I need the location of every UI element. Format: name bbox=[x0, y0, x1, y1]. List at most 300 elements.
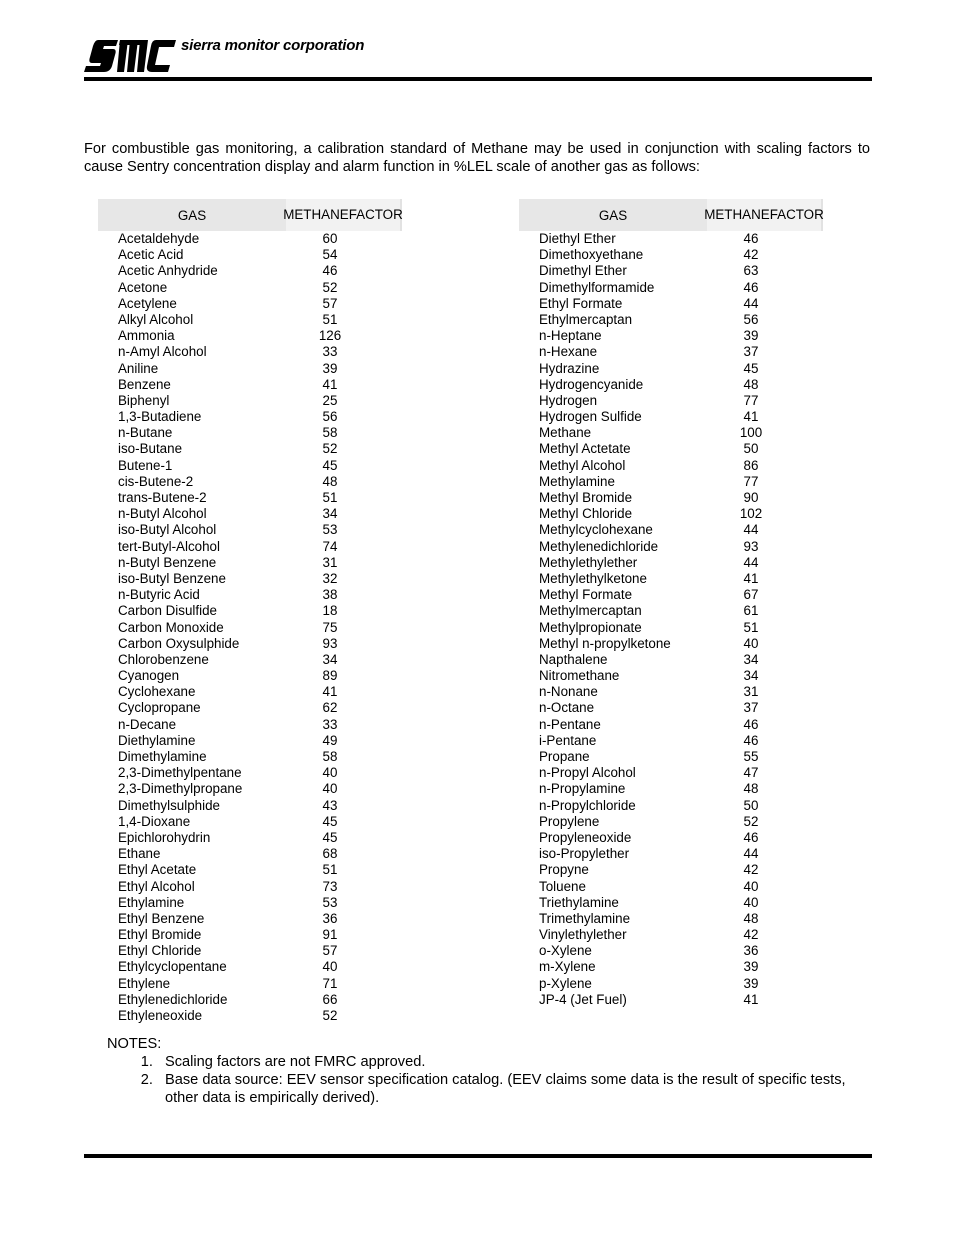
gas-name: 2,3-Dimethylpentane bbox=[118, 765, 242, 781]
table-row bbox=[98, 247, 402, 263]
methane-factor: 52 bbox=[322, 1008, 338, 1023]
gas-name: Ethylcyclopentane bbox=[118, 959, 227, 975]
methane-factor: 46 bbox=[743, 829, 759, 845]
methane-factor: 40 bbox=[743, 635, 759, 651]
gas-name: Methyl Alcohol bbox=[539, 457, 626, 473]
table-row bbox=[98, 280, 402, 296]
gas-name: Napthalene bbox=[539, 651, 608, 667]
gas-name: n-Butyl Alcohol bbox=[118, 506, 207, 522]
table-row bbox=[519, 296, 823, 312]
table-row bbox=[519, 231, 823, 247]
table-row bbox=[519, 441, 823, 457]
gas-name: Methylpropionate bbox=[539, 619, 642, 635]
gas-name: Epichlorohydrin bbox=[118, 829, 211, 845]
methane-factor: 48 bbox=[322, 473, 338, 489]
methane-factor: 40 bbox=[743, 894, 759, 910]
methane-factor: 33 bbox=[322, 716, 338, 732]
table-row bbox=[98, 603, 402, 619]
gas-name: Acetylene bbox=[118, 295, 177, 311]
gas-name: Trimethylamine bbox=[539, 910, 631, 926]
gas-name: Dimethylamine bbox=[118, 749, 207, 764]
table-row bbox=[98, 700, 402, 716]
table-row bbox=[98, 879, 402, 895]
page-header bbox=[84, 36, 872, 82]
table-row bbox=[98, 717, 402, 733]
table-row bbox=[98, 798, 402, 814]
methane-factor: 47 bbox=[743, 765, 759, 781]
methane-factor: 36 bbox=[743, 943, 759, 959]
gas-name: Nitromethane bbox=[539, 668, 620, 684]
table-row bbox=[98, 555, 402, 571]
gas-name: Ethylamine bbox=[118, 894, 185, 910]
gas-name: Hydrogen bbox=[539, 392, 598, 408]
gas-name: Acetone bbox=[118, 279, 168, 295]
gas-name: Ammonia bbox=[118, 328, 175, 344]
gas-name: Ethylmercaptan bbox=[539, 311, 633, 327]
smc-logo bbox=[84, 36, 176, 76]
table-row bbox=[519, 377, 823, 393]
notes-section bbox=[107, 1035, 867, 1107]
methane-factor: 34 bbox=[322, 506, 338, 522]
methane-factor: 50 bbox=[743, 441, 759, 457]
table-row bbox=[98, 895, 402, 911]
gas-name: Ethyleneoxide bbox=[118, 1008, 203, 1023]
table-body bbox=[519, 231, 823, 1008]
gas-name: Cyclopropane bbox=[118, 700, 201, 716]
methane-factor: 74 bbox=[322, 538, 338, 554]
methane-factor: 41 bbox=[743, 570, 759, 586]
methane-factor: 66 bbox=[322, 991, 338, 1007]
gas-name: Dimethylformamide bbox=[539, 279, 655, 295]
methane-factor: 50 bbox=[743, 797, 759, 813]
table-row bbox=[98, 992, 402, 1008]
gas-name: Carbon Oxysulphide bbox=[118, 635, 240, 651]
note-item: 2. Base data source: EEV sensor specification catalog. (EEV claims some data is the result of specific tests, other data is empirically derived). bbox=[157, 1071, 867, 1107]
gas-name: n-Butyric Acid bbox=[118, 587, 200, 603]
gas-name: Ethylene bbox=[118, 975, 171, 991]
table-row bbox=[519, 522, 823, 538]
gas-name: trans-Butene-2 bbox=[118, 490, 207, 505]
methane-factor: 42 bbox=[743, 927, 759, 943]
gas-name: i-Pentane bbox=[539, 732, 597, 748]
gas-name: Methylamine bbox=[539, 473, 615, 489]
table-row bbox=[98, 506, 402, 522]
table-row bbox=[98, 522, 402, 538]
methane-factor: 39 bbox=[743, 959, 759, 975]
gas-name: 1,3-Butadiene bbox=[118, 409, 202, 425]
methane-factor: 52 bbox=[743, 813, 759, 829]
methane-factor: 126 bbox=[318, 328, 342, 344]
gas-name: n-Hexane bbox=[539, 344, 598, 360]
methane-factor: 31 bbox=[322, 554, 338, 570]
table-row bbox=[519, 620, 823, 636]
table-row bbox=[519, 328, 823, 344]
gas-name: Butene-1 bbox=[118, 457, 173, 473]
gas-name: Propyne bbox=[539, 862, 589, 878]
gas-name: Hydrogen Sulfide bbox=[539, 409, 642, 425]
methane-factor: 75 bbox=[322, 619, 338, 635]
table-row bbox=[519, 943, 823, 959]
gas-name: Ethyl Benzene bbox=[118, 910, 205, 926]
table-row bbox=[98, 684, 402, 700]
methane-factor: 91 bbox=[322, 927, 338, 943]
methane-factor: 77 bbox=[743, 392, 759, 408]
gas-name: Methylmercaptan bbox=[539, 603, 642, 619]
intro-paragraph: For combustible gas monitoring, a calibration standard of Methane may be used in conjunction with scaling factors to cause Sentry concentration display and alarm function in %LEL scale of another gas as follows: bbox=[84, 141, 870, 175]
table-row bbox=[519, 263, 823, 279]
table-row bbox=[519, 247, 823, 263]
table-row bbox=[519, 976, 823, 992]
table-row bbox=[519, 959, 823, 975]
methane-factor: 42 bbox=[743, 247, 759, 263]
methane-factor: 100 bbox=[739, 425, 763, 441]
table-row bbox=[98, 636, 402, 652]
table-row bbox=[98, 1008, 402, 1024]
gas-name: Propane bbox=[539, 749, 590, 764]
table-row bbox=[98, 911, 402, 927]
gas-name: Chlorobenzene bbox=[118, 651, 209, 667]
methane-factor: 33 bbox=[322, 344, 338, 360]
methane-factor: 71 bbox=[322, 975, 338, 991]
table-row bbox=[98, 976, 402, 992]
gas-name: Ethyl Alcohol bbox=[118, 878, 195, 894]
methane-factor: 18 bbox=[322, 603, 338, 619]
table-row bbox=[519, 555, 823, 571]
table-row bbox=[519, 280, 823, 296]
table-row bbox=[519, 587, 823, 603]
company-name: sierra monitor corporation bbox=[181, 37, 365, 54]
gas-name: Hydrazine bbox=[539, 360, 600, 376]
column-header-gas: GAS bbox=[519, 199, 707, 231]
methane-factor: 60 bbox=[322, 231, 338, 246]
table-row bbox=[98, 539, 402, 555]
gas-name: Cyclohexane bbox=[118, 684, 196, 700]
table-row bbox=[519, 814, 823, 830]
table-row bbox=[98, 862, 402, 878]
table-row bbox=[519, 862, 823, 878]
table-row bbox=[519, 830, 823, 846]
methane-factor: 89 bbox=[322, 668, 338, 684]
methane-factor: 32 bbox=[322, 570, 338, 586]
gas-name: Dimethylsulphide bbox=[118, 797, 220, 813]
table-row bbox=[98, 587, 402, 603]
header-rule bbox=[84, 77, 872, 81]
column-header-factor bbox=[283, 199, 403, 231]
gas-name: Propyleneoxide bbox=[539, 829, 632, 845]
methane-factor: 42 bbox=[743, 862, 759, 878]
gas-name: Ethylenedichloride bbox=[118, 991, 228, 1007]
table-row bbox=[98, 377, 402, 393]
methane-factor: 58 bbox=[322, 425, 338, 441]
gas-name: Diethylamine bbox=[118, 732, 196, 748]
methane-factor: 44 bbox=[743, 846, 759, 862]
methane-factor: 34 bbox=[743, 668, 759, 684]
gas-name: m-Xylene bbox=[539, 959, 596, 975]
methane-factor: 41 bbox=[322, 376, 338, 392]
table-row bbox=[519, 458, 823, 474]
methane-factor: 31 bbox=[743, 684, 759, 700]
gas-name: cis-Butene-2 bbox=[118, 473, 194, 489]
table-row bbox=[98, 231, 402, 247]
gas-name: n-Propylamine bbox=[539, 781, 626, 797]
table-row bbox=[519, 409, 823, 425]
methane-factor: 44 bbox=[743, 295, 759, 311]
table-row bbox=[98, 765, 402, 781]
methane-factor: 86 bbox=[743, 457, 759, 473]
methane-factor: 46 bbox=[322, 263, 338, 279]
table-row bbox=[519, 361, 823, 377]
column-header-factor bbox=[704, 199, 824, 231]
methane-factor: 102 bbox=[739, 506, 763, 522]
gas-name: Dimethoxyethane bbox=[539, 247, 644, 263]
methane-factor: 41 bbox=[322, 684, 338, 700]
methane-factor: 52 bbox=[322, 441, 338, 457]
gas-name: n-Propyl Alcohol bbox=[539, 765, 636, 781]
gas-name: Methyl Actetate bbox=[539, 441, 631, 457]
table-row bbox=[98, 361, 402, 377]
table-row bbox=[519, 652, 823, 668]
gas-name: Ethyl Chloride bbox=[118, 943, 202, 959]
gas-name: tert-Butyl-Alcohol bbox=[118, 538, 220, 554]
table-row bbox=[519, 879, 823, 895]
table-row bbox=[519, 846, 823, 862]
table-row bbox=[98, 328, 402, 344]
table-row bbox=[519, 474, 823, 490]
gas-name: p-Xylene bbox=[539, 975, 592, 991]
table-row bbox=[98, 652, 402, 668]
footer-rule bbox=[84, 1154, 872, 1158]
methane-factor: 46 bbox=[743, 279, 759, 295]
gas-name: Toluene bbox=[539, 878, 586, 894]
table-row bbox=[519, 911, 823, 927]
table-row bbox=[519, 684, 823, 700]
table-row bbox=[519, 927, 823, 943]
methane-factor: 57 bbox=[322, 943, 338, 959]
methane-factor: 56 bbox=[743, 311, 759, 327]
methane-factor: 55 bbox=[743, 749, 759, 764]
table-row bbox=[519, 749, 823, 765]
table-row bbox=[519, 490, 823, 506]
methane-factor: 40 bbox=[743, 878, 759, 894]
gas-name: iso-Butyl Benzene bbox=[118, 570, 226, 586]
gas-name: n-Propylchloride bbox=[539, 797, 636, 813]
gas-name: Carbon Disulfide bbox=[118, 603, 217, 619]
methane-factor: 46 bbox=[743, 716, 759, 732]
methane-factor: 54 bbox=[322, 247, 338, 263]
table-row bbox=[98, 830, 402, 846]
table-row bbox=[519, 700, 823, 716]
methane-factor: 52 bbox=[322, 279, 338, 295]
table-header bbox=[98, 199, 402, 231]
methane-factor: 63 bbox=[743, 263, 759, 279]
gas-name: Methylenedichloride bbox=[539, 538, 659, 554]
methane-factor: 41 bbox=[743, 409, 759, 425]
gas-name: Aniline bbox=[118, 360, 159, 376]
gas-name: Methyl Bromide bbox=[539, 490, 633, 505]
methane-factor: 53 bbox=[322, 522, 338, 538]
gas-name: Methylethylketone bbox=[539, 570, 647, 586]
gas-name: JP-4 (Jet Fuel) bbox=[539, 991, 627, 1007]
methane-factor: 93 bbox=[743, 538, 759, 554]
gas-name: Alkyl Alcohol bbox=[118, 311, 194, 327]
methane-factor: 49 bbox=[322, 732, 338, 748]
gas-name: Methane bbox=[539, 425, 592, 441]
methane-factor: 45 bbox=[743, 360, 759, 376]
methane-factor: 48 bbox=[743, 781, 759, 797]
table-row bbox=[98, 781, 402, 797]
methane-factor: 90 bbox=[743, 490, 759, 505]
table-row bbox=[98, 344, 402, 360]
table-row bbox=[98, 668, 402, 684]
gas-name: Acetaldehyde bbox=[118, 231, 200, 246]
gas-name: Acetic Acid bbox=[118, 247, 184, 263]
methane-factor: 51 bbox=[322, 862, 338, 878]
table-header bbox=[519, 199, 823, 231]
methane-factor: 46 bbox=[743, 732, 759, 748]
notes-list bbox=[107, 1053, 867, 1107]
gas-table-right bbox=[519, 199, 823, 1008]
table-row bbox=[98, 749, 402, 765]
gas-name: Methylcyclohexane bbox=[539, 522, 653, 538]
table-row bbox=[519, 717, 823, 733]
methane-factor: 44 bbox=[743, 522, 759, 538]
table-row bbox=[98, 312, 402, 328]
methane-factor: 67 bbox=[743, 587, 759, 603]
methane-factor: 62 bbox=[322, 700, 338, 716]
methane-factor: 36 bbox=[322, 910, 338, 926]
gas-name: n-Decane bbox=[118, 716, 177, 732]
methane-factor: 44 bbox=[743, 554, 759, 570]
methane-factor: 68 bbox=[322, 846, 338, 862]
table-row bbox=[98, 425, 402, 441]
gas-name: Cyanogen bbox=[118, 668, 180, 684]
gas-name: n-Nonane bbox=[539, 684, 598, 700]
gas-name: Propylene bbox=[539, 813, 600, 829]
table-row bbox=[519, 895, 823, 911]
methane-factor: 58 bbox=[322, 749, 338, 764]
methane-factor: 56 bbox=[322, 409, 338, 425]
methane-factor: 48 bbox=[743, 910, 759, 926]
gas-name: 2,3-Dimethylpropane bbox=[118, 781, 243, 797]
table-row bbox=[519, 765, 823, 781]
gas-name: iso-Propylether bbox=[539, 846, 630, 862]
table-row bbox=[98, 943, 402, 959]
table-row bbox=[98, 409, 402, 425]
gas-name: Methyl Chloride bbox=[539, 506, 633, 522]
gas-name: iso-Butyl Alcohol bbox=[118, 522, 217, 538]
gas-name: Benzene bbox=[118, 376, 171, 392]
table-row bbox=[98, 927, 402, 943]
methane-factor: 45 bbox=[322, 813, 338, 829]
table-body bbox=[98, 231, 402, 1024]
table-row bbox=[519, 668, 823, 684]
gas-name: Ethyl Formate bbox=[539, 295, 623, 311]
gas-name: n-Butane bbox=[118, 425, 173, 441]
methane-factor: 48 bbox=[743, 376, 759, 392]
note-item: 1. Scaling factors are not FMRC approved. bbox=[157, 1053, 867, 1071]
gas-name: Biphenyl bbox=[118, 392, 170, 408]
gas-name: Ethyl Acetate bbox=[118, 862, 197, 878]
methane-factor: 39 bbox=[743, 328, 759, 344]
gas-name: n-Butyl Benzene bbox=[118, 554, 217, 570]
methane-factor: 40 bbox=[322, 959, 338, 975]
table-row bbox=[519, 393, 823, 409]
gas-name: Dimethyl Ether bbox=[539, 263, 627, 279]
table-row bbox=[519, 798, 823, 814]
gas-name: o-Xylene bbox=[539, 943, 592, 959]
methane-factor: 39 bbox=[322, 360, 338, 376]
methane-factor: 51 bbox=[743, 619, 759, 635]
methane-factor: 46 bbox=[743, 231, 759, 246]
methane-factor: 37 bbox=[743, 344, 759, 360]
methane-factor: 34 bbox=[743, 651, 759, 667]
methane-factor: 61 bbox=[743, 603, 759, 619]
notes-title: NOTES: bbox=[107, 1036, 162, 1052]
table-row bbox=[98, 733, 402, 749]
table-row bbox=[519, 781, 823, 797]
methane-factor: 34 bbox=[322, 651, 338, 667]
table-row bbox=[98, 393, 402, 409]
table-row bbox=[519, 733, 823, 749]
gas-name: Ethane bbox=[118, 846, 161, 862]
factor-header-line1: METHANE bbox=[283, 207, 349, 222]
column-header-gas: GAS bbox=[98, 199, 286, 231]
gas-name: Hydrogencyanide bbox=[539, 376, 644, 392]
methane-factor: 38 bbox=[322, 587, 338, 603]
gas-name: Carbon Monoxide bbox=[118, 619, 224, 635]
methane-factor: 77 bbox=[743, 473, 759, 489]
methane-factor: 41 bbox=[743, 991, 759, 1007]
table-row bbox=[98, 959, 402, 975]
methane-factor: 25 bbox=[322, 392, 338, 408]
gas-name: 1,4-Dioxane bbox=[118, 813, 191, 829]
gas-name: n-Octane bbox=[539, 700, 595, 716]
methane-factor: 93 bbox=[322, 635, 338, 651]
table-row bbox=[519, 992, 823, 1008]
methane-factor: 53 bbox=[322, 894, 338, 910]
methane-factor: 40 bbox=[322, 781, 338, 797]
table-row bbox=[98, 441, 402, 457]
methane-factor: 73 bbox=[322, 878, 338, 894]
table-row bbox=[519, 344, 823, 360]
gas-name: n-Heptane bbox=[539, 328, 602, 344]
gas-name: n-Pentane bbox=[539, 716, 601, 732]
gas-name: n-Amyl Alcohol bbox=[118, 344, 207, 360]
gas-name: iso-Butane bbox=[118, 441, 183, 457]
table-row bbox=[98, 458, 402, 474]
gas-name: Methyl Formate bbox=[539, 587, 633, 603]
methane-factor: 40 bbox=[322, 765, 338, 781]
methane-factor: 39 bbox=[743, 975, 759, 991]
factor-header-line2: FACTOR bbox=[769, 207, 824, 222]
table-row bbox=[98, 296, 402, 312]
methane-factor: 37 bbox=[743, 700, 759, 716]
table-row bbox=[98, 571, 402, 587]
table-row bbox=[98, 474, 402, 490]
gas-name: Diethyl Ether bbox=[539, 231, 616, 246]
methane-factor: 43 bbox=[322, 797, 338, 813]
gas-name: Ethyl Bromide bbox=[118, 927, 202, 943]
table-row bbox=[519, 312, 823, 328]
factor-header-line2: FACTOR bbox=[348, 207, 403, 222]
table-row bbox=[98, 620, 402, 636]
gas-name: Acetic Anhydride bbox=[118, 263, 218, 279]
methane-factor: 57 bbox=[322, 295, 338, 311]
gas-table-left bbox=[98, 199, 402, 1024]
factor-header-line1: METHANE bbox=[704, 207, 770, 222]
table-row bbox=[98, 814, 402, 830]
table-row bbox=[98, 263, 402, 279]
